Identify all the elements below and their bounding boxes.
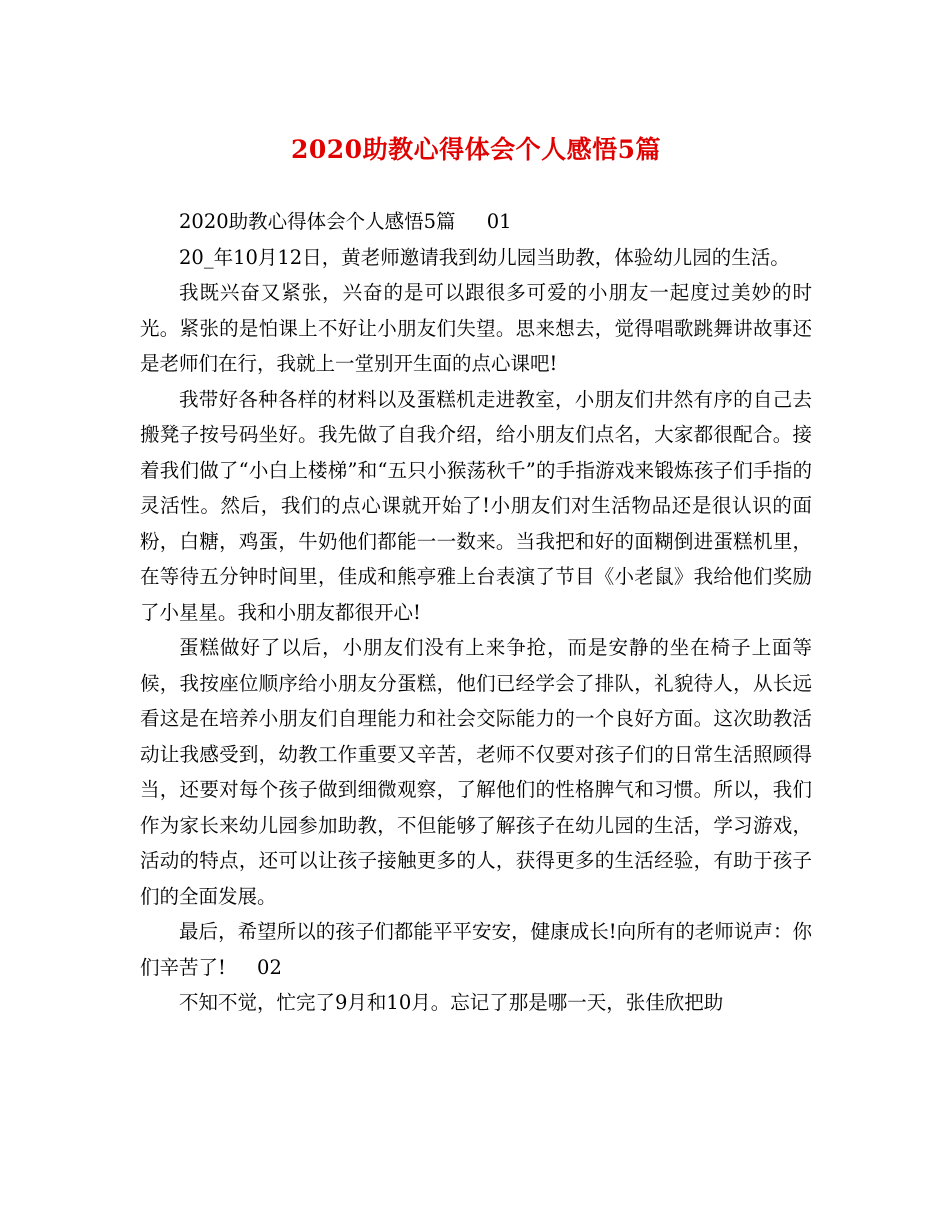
section-number: 01 xyxy=(486,210,512,233)
paragraph xyxy=(140,204,812,240)
document-title: 2020助教心得体会个人感悟5篇 xyxy=(291,135,661,164)
paragraph-text: 蛋糕做好了以后，小朋友们没有上来争抢，而是安静的坐在椅子上面等候，我按座位顺序给小朋友分蛋糕，他们已经学会了排队，礼貌待人，从长远看这是在培养小朋友们自理能力和社会交际能力的一个良好方面。这次助教活动让我感受到，幼教工作重要又辛苦，老师不仅要对孩子们的日常生活照顾得当，还要对每个孩子做到细微观察，了解他们的性格脾气和习惯。所以，我们作为家长来幼儿园参加助教，不但能够了解孩子在幼儿园的生活，学习游戏，活动的特点，还可以让孩子接触更多的人，获得更多的生活经验，有助于孩子们的全面发展。 xyxy=(140,636,812,908)
paragraph-text: 2020助教心得体会个人感悟5篇 xyxy=(179,210,456,233)
paragraph xyxy=(140,240,812,276)
paragraph-text: 不知不觉，忙完了9月和10月。忘记了那是哪一天，张佳欣把助 xyxy=(179,991,724,1014)
paragraph xyxy=(140,914,812,985)
document-page xyxy=(140,128,812,1021)
paragraph xyxy=(140,985,812,1021)
paragraph xyxy=(140,275,812,382)
paragraph-text: 我带好各种各样的材料以及蛋糕机走进教室，小朋友们井然有序的自己去搬凳子按号码坐好。我先做了自我介绍，给小朋友们点名，大家都很配合。接着我们做了“小白上楼梯”和“五只小猴荡秋千”的手指游戏来锻炼孩子们手指的灵活性。然后，我们的点心课就开始了!小朋友们对生活物品还是很认识的面粉，白糖，鸡蛋，牛奶他们都能一一数来。当我把和好的面糊倒进蛋糕机里，在等待五分钟时间里，佳成和熊亭雅上台表演了节目《小老鼠》我给他们奖励了小星星。我和小朋友都很开心! xyxy=(140,387,812,624)
paragraph-text: 我既兴奋又紧张，兴奋的是可以跟很多可爱的小朋友一起度过美妙的时光。紧张的是怕课上不好让小朋友们失望。思来想去，觉得唱歌跳舞讲故事还是老师们在行，我就上一堂别开生面的点心课吧! xyxy=(140,281,812,375)
section-number: 02 xyxy=(257,955,282,979)
paragraph xyxy=(140,630,812,914)
document-body xyxy=(140,204,812,1021)
paragraph-text: 最后，希望所以的孩子们都能平平安安，健康成长!向所有的老师说声：你们辛苦了! xyxy=(140,920,812,979)
paragraph xyxy=(140,382,812,631)
paragraph-text: 20_年10月12日，黄老师邀请我到幼儿园当助教，体验幼儿园的生活。 xyxy=(179,245,790,269)
